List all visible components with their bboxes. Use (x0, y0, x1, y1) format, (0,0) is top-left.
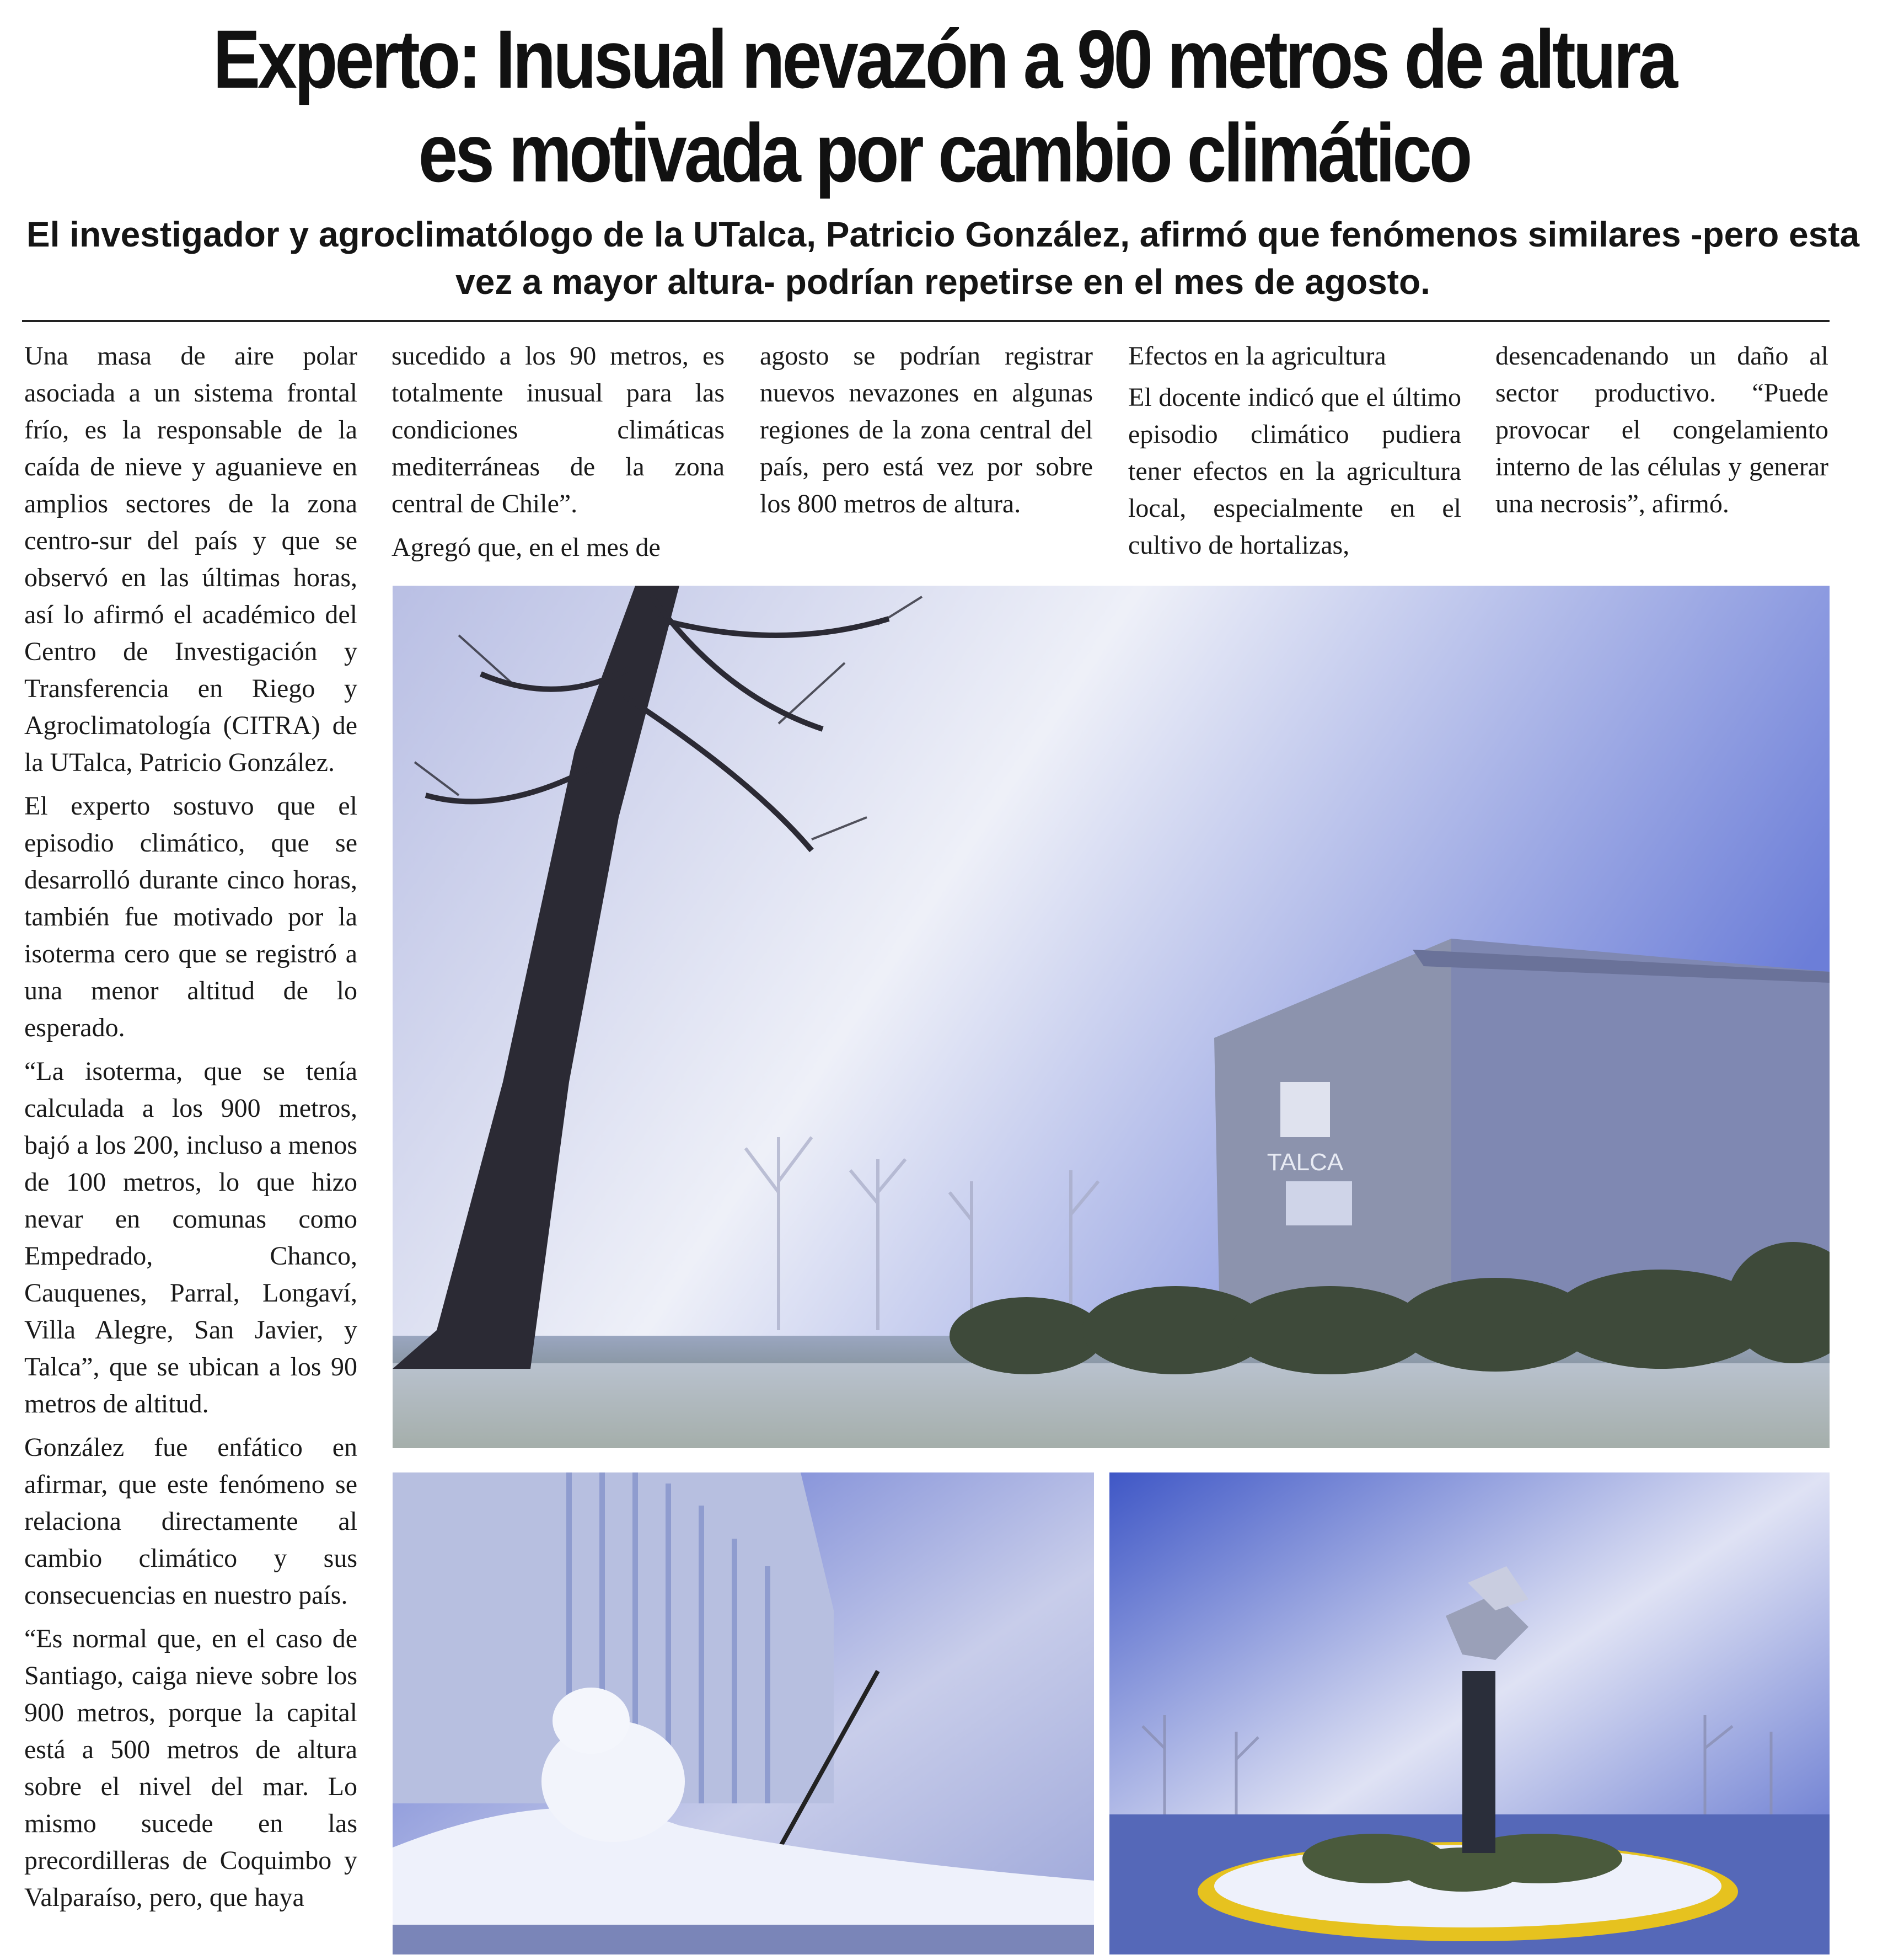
section-heading: Efectos en la agricultura (1128, 341, 1386, 371)
article-column-5 (1495, 338, 1828, 529)
paragraph: sucedido a los 90 metros, es totalmente inusual para las condiciones climáticas mediterráneas de la zona central de Chile”. (391, 341, 725, 518)
article-column-2 (391, 338, 725, 572)
paragraph: González fue enfático en afirmar, que este fenómeno se relaciona directamente al cambio climático y sus consecuencias en nuestro país. (24, 1433, 357, 1610)
paragraph: Una masa de aire polar asociada a un sistema frontal frío, es la responsable de la caída de nieve y aguanieve en amplios sectores de la zona centro-sur del país y que se observó en las últimas horas, así lo afirmó el académico del Centro de Investigación y Transferencia en Riego y Agroclimatología (CITRA) de la UTalca, Patricio González. (24, 341, 357, 777)
paragraph: agosto se podrían registrar nuevos nevazones en algunas regiones de la zona central del país, pero está vez por sobre los 800 metros de altura. (760, 341, 1093, 518)
photo-snow-car-image (393, 1472, 1094, 1954)
photo-sculpture-roundabout-image (1109, 1472, 1830, 1954)
paragraph: Agregó que, en el mes de (391, 533, 661, 562)
headline (132, 12, 1756, 200)
photo-sculpture-roundabout (1109, 1472, 1830, 1954)
subheadline: El investigador y agroclimatólogo de la UTalca, Patricio González, afirmó que fenómenos similares -pero esta vez a mayor altura- podrían repetirse en el mes de agosto. (26, 215, 1860, 302)
building-sign-text: TALCA (1267, 1149, 1344, 1176)
paragraph: El docente indicó que el último episodio climático pudiera tener efectos en la agricultura local, especialmente en el cultivo de hortalizas, (1128, 383, 1461, 560)
article-column-1 (24, 338, 357, 1922)
paragraph: “La isoterma, que se tenía calculada a los 900 metros, bajó a los 200, incluso a menos de 100 metros, lo que hizo nevar en comunas como Empedrado, Chanco, Cauquenes, Parral, Longaví, Villa Alegre, San Javier, y Talca”, que se ubican a los 90 metros de altitud. (24, 1057, 357, 1418)
paragraph: “Es normal que, en el caso de Santiago, caiga nieve sobre los 900 metros, porque la capital está a 500 metros de altura sobre el nivel del mar. Lo mismo sucede en las precordilleras de Coquimbo y Valparaíso, pero, que haya (24, 1624, 357, 1912)
headline-line-2: es motivada por cambio climático (418, 106, 1470, 199)
headline-line-1: Experto: Inusual nevazón a 90 metros de altura (213, 13, 1675, 105)
article-column-3 (760, 338, 1093, 529)
article-column-4 (1128, 338, 1461, 570)
divider-rule (22, 320, 1830, 322)
photo-snow-car (393, 1472, 1094, 1954)
photo-campus-fog-image (393, 586, 1830, 1448)
photo-campus-fog (393, 586, 1830, 1448)
paragraph: desencadenando un daño al sector productivo. “Puede provocar el congelamiento interno de las células y generar una necrosis”, afirmó. (1495, 341, 1828, 518)
paragraph: El experto sostuvo que el episodio climático, que se desarrolló durante cinco horas, también fue motivado por la isoterma cero que se registró a una menor altitud de lo esperado. (24, 791, 357, 1042)
